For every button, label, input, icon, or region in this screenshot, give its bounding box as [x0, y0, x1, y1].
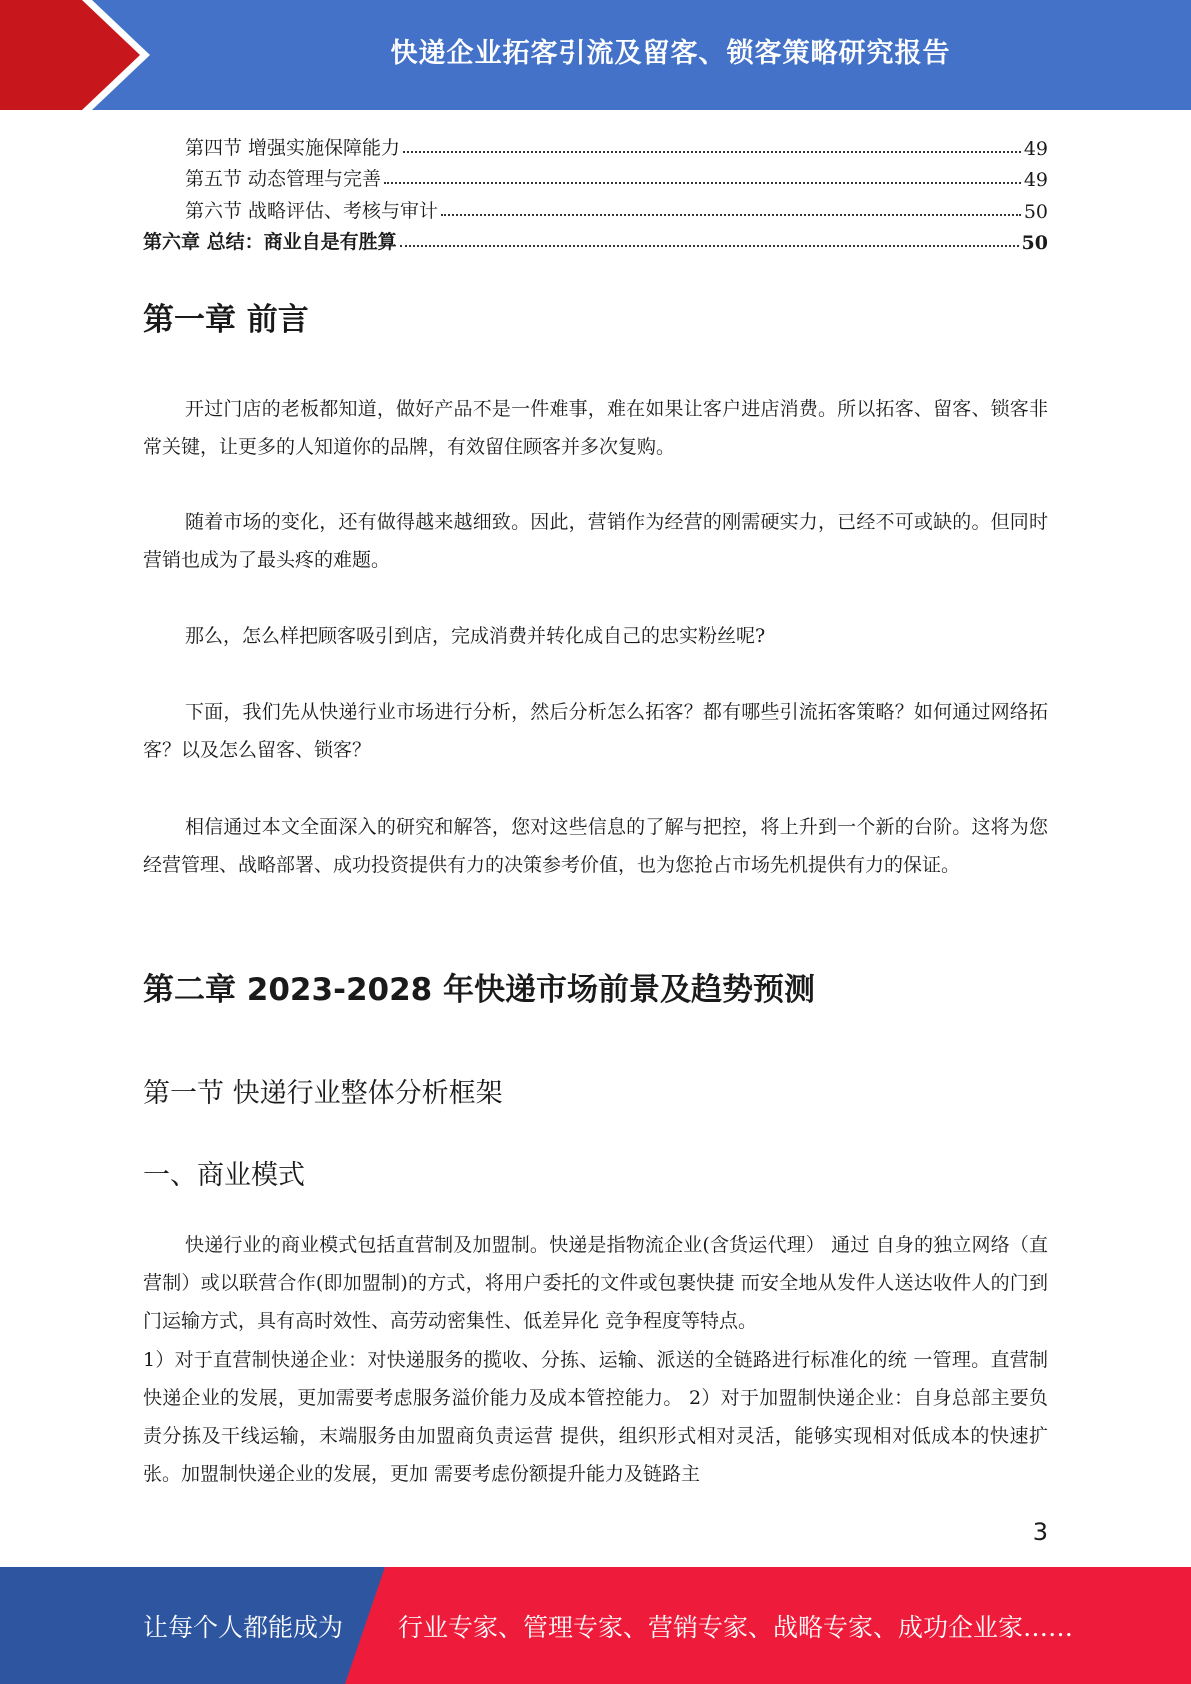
toc-entry[interactable] — [143, 128, 1048, 160]
header-arrow-graphic — [0, 0, 160, 110]
toc-entry-label: 第五节 动态管理与完善 — [185, 168, 382, 190]
toc-entry[interactable] — [143, 223, 1048, 255]
toc-entry[interactable] — [143, 191, 1048, 223]
page-footer — [0, 1567, 1191, 1684]
chapter1-paragraph: 随着市场的变化，还有做得越来越细致。因此，营销作为经营的刚需硬实力，已经不可或缺的。但同时营销也成为了最头疼的难题。 — [143, 511, 1048, 571]
toc-entry-label: 第六章 总结：商业自是有胜算 — [143, 231, 397, 253]
table-of-contents — [143, 128, 1048, 254]
chapter1-paragraph: 开过门店的老板都知道，做好产品不是一件难事，难在如果让客户进店消费。所以拓客、留客、锁客非常关键，让更多的人知道你的品牌，有效留住顾客并多次复购。 — [143, 398, 1048, 458]
toc-leader-dots — [400, 245, 1019, 247]
toc-entry-label: 第六节 战略评估、考核与审计 — [185, 199, 439, 222]
toc-entry-page: 49 — [1023, 169, 1048, 191]
chapter2-heading: 第二章 2023-2028 年快递市场前景及趋势预测 — [143, 972, 816, 1008]
toc-leader-dots — [403, 151, 1021, 153]
footer-slogan-left: 让每个人都能成为 — [143, 1612, 344, 1642]
chapter2-paragraph: 1）对于直营制快递企业：对快递服务的揽收、分拣、运输、派送的全链路进行标准化的统 一管理。直营制快递企业的发展，更加需要考虑服务溢价能力及成本管控能力。 2）对于加盟制快递企业：自身总部主要负责分拣及干线运输，末端服务由加盟商负责运营 提供，组织形式相对灵活，能够实现相对低成本的快速扩张。加盟制快递企业的发展，更加 需要考虑份额提升能力及链路主 — [143, 1349, 1048, 1485]
toc-entry-page: 50 — [1021, 232, 1048, 254]
toc-entry-page: 49 — [1023, 137, 1048, 160]
toc-leader-dots — [384, 182, 1021, 184]
chapter1-paragraph: 相信通过本文全面深入的研究和解答，您对这些信息的了解与把控，将上升到一个新的台阶。这将为您经营管理、战略部署、成功投资提供有力的决策参考价值，也为您抢占市场先机提供有力的保证。 — [143, 816, 1048, 876]
chapter1-heading: 第一章 前言 — [143, 302, 309, 338]
page-number: 3 — [1032, 1518, 1048, 1546]
toc-entry-label: 第四节 增强实施保障能力 — [185, 136, 401, 159]
subsection-heading: 一、商业模式 — [143, 1160, 305, 1191]
chapter1-paragraph: 下面，我们先从快递行业市场进行分析，然后分析怎么拓客？都有哪些引流拓客策略？如何通过网络拓客？以及怎么留客、锁客？ — [143, 701, 1048, 761]
section-heading: 第一节 快递行业整体分析框架 — [143, 1078, 503, 1109]
page-header — [0, 0, 1191, 110]
toc-entry-page: 50 — [1023, 200, 1048, 223]
toc-entry[interactable] — [143, 160, 1048, 192]
header-title: 快递企业拓客引流及留客、锁客策略研究报告 — [390, 37, 951, 69]
chapter1-paragraph: 那么，怎么样把顾客吸引到店，完成消费并转化成自己的忠实粉丝呢? — [185, 625, 766, 647]
toc-leader-dots — [441, 214, 1021, 216]
chapter2-paragraph: 快递行业的商业模式包括直营制及加盟制。快递是指物流企业(含货运代理） 通过 自身的独立网络（直营制）或以联营合作(即加盟制)的方式，将用户委托的文件或包裹快捷 而安全地从发件人送达收件人的门到门运输方式，具有高时效性、高劳动密集性、低差异化 竞争程度等特点。 — [143, 1234, 1048, 1332]
footer-slogan-right: 行业专家、管理专家、营销专家、战略专家、成功企业家…… — [398, 1612, 1074, 1642]
